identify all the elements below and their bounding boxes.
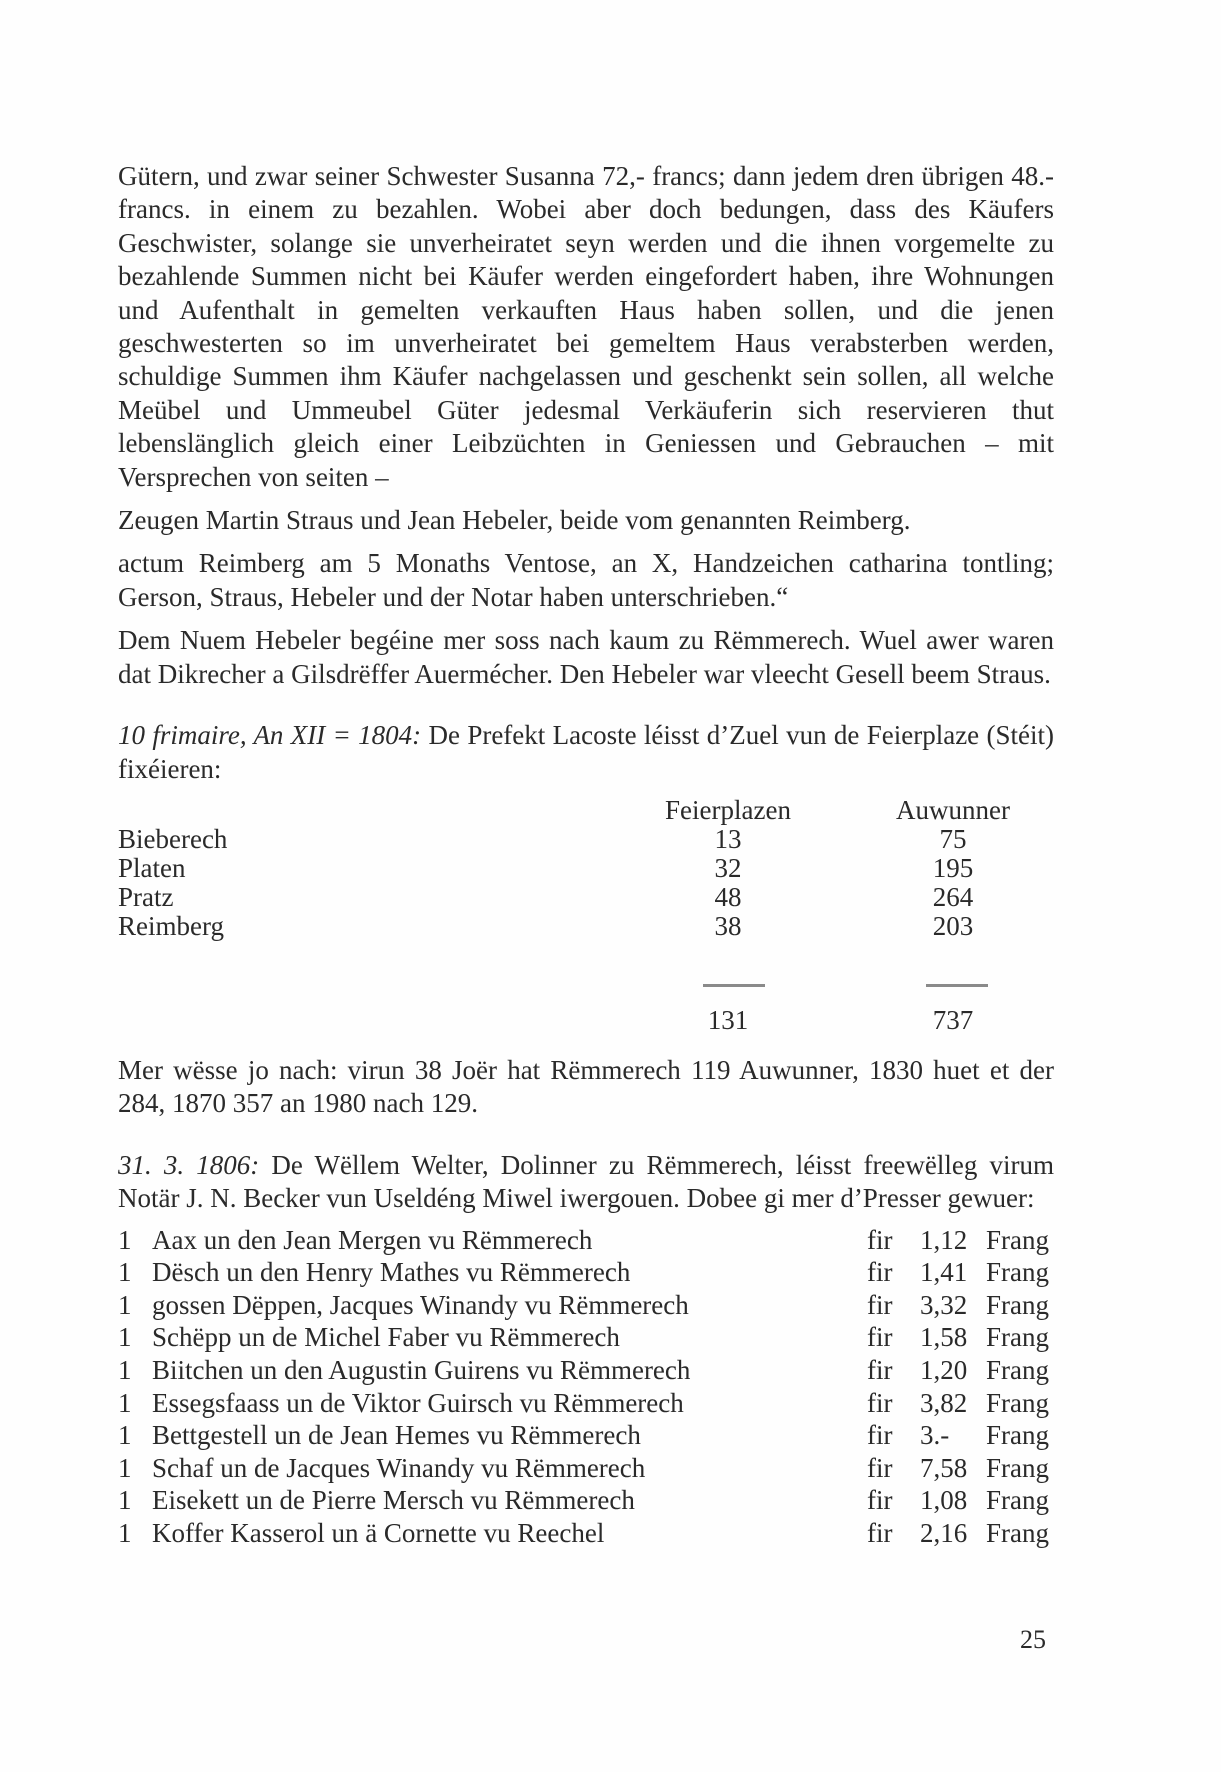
paragraph-actum: actum Reimberg am 5 Monaths Ventose, an X, Handzeichen catharina tontling; Gerson, Straus, Hebeler und der Notar haben unterschrieben.“ <box>118 548 1054 612</box>
paragraph-welter <box>118 1149 1054 1216</box>
item-amount: 1,58 <box>920 1322 968 1353</box>
item-fir: fir <box>867 1485 893 1516</box>
item-description: Schëpp un de Michel Faber vu Rëmmerech <box>152 1322 620 1353</box>
paragraph-prefekt-text: De Prefekt Lacoste léisst d’Zuel vun de Feierplaze (Stéit) fixéieren: <box>118 720 1054 784</box>
paragraph-population: Mer wësse jo nach: virun 38 Joër hat Rëmmerech 119 Auwunner, 1830 huet et der 284, 1870 357 an 1980 nach 129. <box>118 1054 1054 1119</box>
item-currency: Frang <box>986 1387 1049 1418</box>
paragraph-prefekt <box>118 719 1054 786</box>
item-fir: fir <box>867 1452 893 1483</box>
header-feierplazen: Feierplazen <box>665 794 791 825</box>
item-amount: 1,12 <box>920 1224 968 1255</box>
item-currency: Frang <box>986 1517 1049 1548</box>
item-amount: 7,58 <box>920 1452 968 1483</box>
item-fir: fir <box>867 1517 893 1548</box>
item-amount: 3,82 <box>920 1387 968 1418</box>
item-description: Biitchen un den Augustin Guirens vu Rëmmerech <box>152 1354 691 1385</box>
date-1804: 10 frimaire, An XII = 1804: <box>118 720 422 751</box>
header-auwunner: Auwunner <box>896 794 1010 825</box>
item-description: Dësch un den Henry Mathes vu Rëmmerech <box>152 1257 631 1288</box>
feierplazen-value: 48 <box>714 881 742 912</box>
total-feierplazen: 131 <box>707 1004 749 1035</box>
paragraph-hebeler: Dem Nuem Hebeler begéine mer soss nach kaum zu Rëmmerech. Wuel awer waren dat Dikrecher a Gilsdrëffer Auermécher. Den Hebeler war vleecht Gesell beem Straus. <box>118 625 1054 689</box>
item-description: Eisekett un de Pierre Mersch vu Rëmmerech <box>152 1485 635 1516</box>
list-item <box>118 1224 1054 1257</box>
item-quantity: 1 <box>118 1289 132 1320</box>
sum-rule <box>926 984 988 987</box>
item-fir: fir <box>867 1289 893 1320</box>
item-amount: 1,41 <box>920 1257 968 1288</box>
item-currency: Frang <box>986 1322 1049 1353</box>
list-item <box>118 1321 1054 1354</box>
feierplazen-value: 13 <box>714 823 742 854</box>
item-currency: Frang <box>986 1257 1049 1288</box>
item-quantity: 1 <box>118 1322 132 1353</box>
paragraph-deed-continuation: Gütern, und zwar seiner Schwester Susanna 72,- francs; dann jedem dren übrigen 48.- francs. in einem zu bezahlen. Wobei aber doch bedungen, dass des Käufers Geschwister, solange sie unverheiratet seyn werden und die ihnen vorgemelte zu bezahlende Summen nicht bei Käufer werden eingefordert haben, ihre Wohnungen und Aufenthalt in gemelten verkauften Haus haben sollen, und die jenen geschwesterten so im unverheiratet bei gemeltem Haus verabsterben werden, schuldige Summen ihm Käufer nachgelassen und geschenkt sein sollen, all welche Meübel und Ummeubel Güter jedesmal Verkäuferin sich reservieren thut lebenslänglich gleich einer Leibzüchten in Geniessen und Gebrauchen – mit Versprechen von seiten – <box>118 161 1054 492</box>
item-quantity: 1 <box>118 1224 132 1255</box>
item-quantity: 1 <box>118 1387 132 1418</box>
item-currency: Frang <box>986 1420 1049 1451</box>
item-fir: fir <box>867 1354 893 1385</box>
auwunner-value: 264 <box>932 881 974 912</box>
list-item <box>118 1256 1054 1289</box>
page-number: 25 <box>1020 1625 1046 1654</box>
village-name: Platen <box>118 852 186 883</box>
item-fir: fir <box>867 1420 893 1451</box>
item-amount: 3.- <box>920 1420 950 1451</box>
feierplazen-value: 38 <box>714 910 742 941</box>
list-item <box>118 1387 1054 1420</box>
item-quantity: 1 <box>118 1420 132 1451</box>
item-description: Bettgestell un de Jean Hemes vu Rëmmerech <box>152 1420 641 1451</box>
item-amount: 1,20 <box>920 1354 968 1385</box>
item-quantity: 1 <box>118 1354 132 1385</box>
feierplazen-table <box>118 794 1054 1054</box>
table-totals <box>118 1004 1054 1037</box>
auwunner-value: 203 <box>932 910 974 941</box>
item-fir: fir <box>867 1224 893 1255</box>
item-fir: fir <box>867 1387 893 1418</box>
paragraph-witnesses: Zeugen Martin Straus und Jean Hebeler, beide vom genannten Reimberg. <box>118 505 911 536</box>
item-amount: 3,32 <box>920 1289 968 1320</box>
page-body <box>118 160 1054 1549</box>
item-quantity: 1 <box>118 1517 132 1548</box>
auwunner-value: 75 <box>939 823 967 854</box>
date-1806: 31. 3. 1806: <box>118 1149 260 1180</box>
total-auwunner: 737 <box>932 1004 974 1035</box>
item-quantity: 1 <box>118 1452 132 1483</box>
item-description: Schaf un de Jacques Winandy vu Rëmmerech <box>152 1452 646 1483</box>
item-currency: Frang <box>986 1289 1049 1320</box>
list-item <box>118 1289 1054 1322</box>
item-fir: fir <box>867 1322 893 1353</box>
list-item <box>118 1452 1054 1485</box>
item-quantity: 1 <box>118 1257 132 1288</box>
item-description: Koffer Kasserol un ä Cornette vu Reechel <box>152 1517 605 1548</box>
item-description: Aax un den Jean Mergen vu Rëmmerech <box>152 1224 593 1255</box>
auwunner-value: 195 <box>932 852 974 883</box>
village-name: Pratz <box>118 881 174 912</box>
paragraph-welter-text: De Wëllem Welter, Dolinner zu Rëmmerech, léisst freewëlleg virum Notär J. N. Becker vun Useldéng Miwel iwergouen. Dobee gi mer d’Presser gewuer: <box>118 1149 1055 1214</box>
list-item <box>118 1419 1054 1452</box>
feierplazen-value: 32 <box>714 852 742 883</box>
list-item <box>118 1484 1054 1517</box>
price-list <box>118 1224 1054 1550</box>
item-currency: Frang <box>986 1354 1049 1385</box>
item-currency: Frang <box>986 1452 1049 1483</box>
sum-rule <box>703 984 765 987</box>
item-fir: fir <box>867 1257 893 1288</box>
list-item <box>118 1517 1054 1550</box>
item-description: Essegsfaass un de Viktor Guirsch vu Rëmmerech <box>152 1387 684 1418</box>
table-row <box>118 910 1054 943</box>
item-quantity: 1 <box>118 1485 132 1516</box>
item-amount: 1,08 <box>920 1485 968 1516</box>
item-currency: Frang <box>986 1224 1049 1255</box>
item-description: gossen Dëppen, Jacques Winandy vu Rëmmerech <box>152 1289 689 1320</box>
list-item <box>118 1354 1054 1387</box>
item-currency: Frang <box>986 1485 1049 1516</box>
village-name: Bieberech <box>118 823 228 854</box>
item-amount: 2,16 <box>920 1517 968 1548</box>
village-name: Reimberg <box>118 910 224 941</box>
